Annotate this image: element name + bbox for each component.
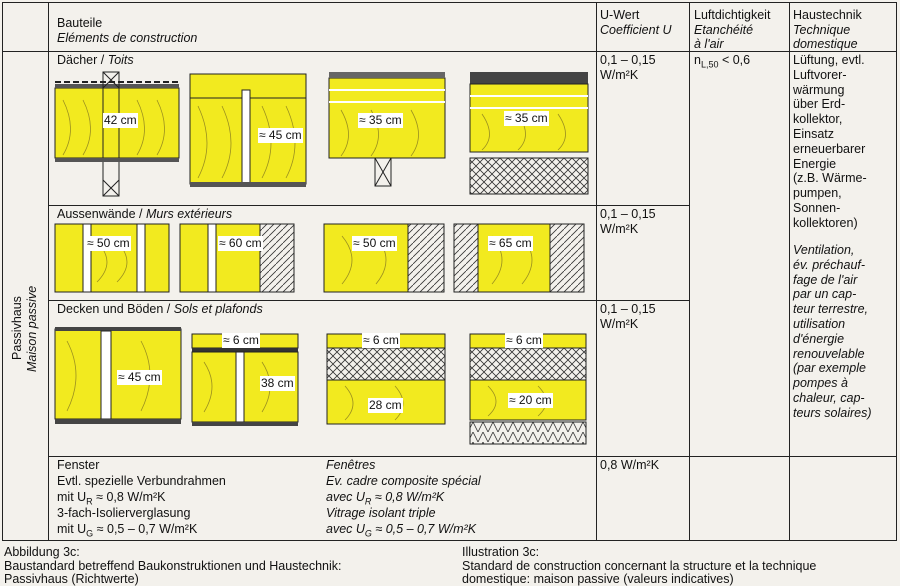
window-de-line2: mit $U_R \approx 0,8$ W/m²K — [57, 490, 166, 507]
u-unit-floors: W/m²K — [600, 317, 639, 331]
haustechnik-de-line: wärmung — [793, 82, 845, 97]
u-value-roofs: 0,1 – 0,15 — [600, 53, 656, 67]
caption-de-line2: Baustandard betreffend Baukonstruktionen und Haustechnik: — [4, 559, 342, 573]
wall-detail-2 — [178, 222, 296, 294]
haustechnik-de-line: kollektor, — [793, 112, 843, 127]
haustechnik-fr-line: Ventilation, — [793, 243, 855, 257]
u-unit-walls: W/m²K — [600, 222, 639, 236]
header-domestique: domestique — [793, 37, 858, 51]
wall-dim-4: ≈ 65 cm — [489, 236, 532, 250]
roof-detail-3 — [327, 70, 447, 188]
wall-detail-3 — [322, 222, 446, 294]
header-coefficient: Coefficient U — [600, 23, 672, 37]
haustechnik-de-line: Lüftung, evtl. — [793, 53, 865, 67]
haustechnik-fr-line: chaleur, cap- — [793, 391, 865, 405]
window-fr-line2: avec $U_R \approx 0,8$ W/m²K — [326, 490, 445, 507]
haustechnik-fr-line: év. préchauf- — [793, 257, 866, 272]
u-value-windows: 0,8 W/m²K — [600, 458, 660, 472]
floor-dim-2: ≈ 6 cm — [223, 333, 259, 347]
roof-dim-2: ≈ 45 cm — [259, 128, 302, 142]
window-de-line1: Evtl. spezielle Verbundrahmen — [57, 474, 226, 488]
roof-dim-3: ≈ 35 cm — [359, 113, 402, 127]
haustechnik-de-line: (z.B. Wärme- — [793, 171, 867, 186]
header-bauteile: Bauteile — [57, 16, 103, 30]
floor-dim-5: 28 cm — [369, 398, 402, 412]
header-uwert: U-Wert — [600, 8, 640, 22]
u-unit-roofs: W/m²K — [600, 68, 639, 82]
haustechnik-fr-line: fage de l'air — [793, 272, 858, 287]
caption-de-line3: Passivhaus (Richtwerte) — [4, 572, 139, 586]
side-label-fr: Maison passive — [25, 285, 39, 372]
haustechnik-fr-line: par un cap- — [793, 287, 857, 302]
caption-de-line1: Abbildung 3c: — [4, 545, 80, 559]
roof-detail-4 — [468, 70, 590, 198]
wall-dim-2: ≈ 60 cm — [219, 236, 262, 250]
airtightness-value: $n_{L,50} < 0,6$ — [694, 53, 751, 70]
haustechnik-fr-line: pompes à — [793, 376, 848, 391]
floor-dim-6: ≈ 6 cm — [506, 333, 542, 347]
caption-fr-line2: Standard de construction concernant la structure et la technique — [462, 559, 817, 573]
header-technique: Technique — [793, 23, 851, 37]
window-fr-line3: Vitrage isolant triple — [326, 506, 436, 520]
haustechnik-de-line: Luftvorer- — [793, 67, 847, 82]
wall-dim-3: ≈ 50 cm — [353, 236, 396, 250]
roof-dim-4: ≈ 35 cm — [505, 111, 548, 125]
floor-dim-7: ≈ 20 cm — [509, 393, 552, 407]
window-fr-line1: Ev. cadre composite spécial — [326, 474, 481, 488]
haustechnik-fr-line: teur terrestre, — [793, 302, 869, 317]
header-elements: Eléments de construction — [57, 31, 198, 45]
u-value-walls: 0,1 – 0,15 — [600, 207, 656, 221]
floor-detail-4 — [468, 332, 588, 448]
u-value-floors: 0,1 – 0,15 — [600, 302, 656, 316]
haustechnik-de-line: Sonnen- — [793, 201, 841, 215]
window-de-line3: 3-fach-Isolierverglasung — [57, 506, 191, 520]
caption-fr-line3: domestique: maison passive (valeurs indicatives) — [462, 572, 734, 586]
header-etancheite: Etanchéité — [694, 23, 754, 37]
haustechnik-de-line: kollektoren) — [793, 215, 858, 230]
header-haustechnik: Haustechnik — [793, 8, 862, 22]
side-label-de: Passivhaus — [10, 296, 24, 360]
haustechnik-de-line: Einsatz — [793, 127, 834, 141]
wall-detail-1 — [53, 222, 171, 294]
header-a-lair: à l'air — [694, 37, 724, 51]
haustechnik-de-line: erneuerbarer — [793, 141, 866, 156]
window-fr-line4: avec $U_G \approx 0,5 - 0,7$ W/m²K — [326, 522, 477, 539]
haustechnik-de-line: pumpen, — [793, 186, 842, 201]
haustechnik-fr-line: (par exemple — [793, 361, 866, 376]
roof-dim-1: 42 cm — [104, 113, 137, 127]
haustechnik-de-line: über Erd- — [793, 97, 846, 112]
wall-detail-4 — [452, 222, 586, 294]
haustechnik-fr-line: renouvelable — [793, 346, 865, 361]
floor-dim-4: ≈ 6 cm — [363, 333, 399, 347]
row-title-roofs: Dächer / Toits — [57, 53, 134, 67]
haustechnik-fr-line: d'énergie — [793, 331, 845, 346]
haustechnik-fr-line: teurs solaires) — [793, 405, 872, 420]
header-luftdichtigkeit: Luftdichtigkeit — [694, 8, 771, 22]
wall-dim-1: ≈ 50 cm — [87, 236, 130, 250]
window-fr-title: Fenêtres — [326, 458, 376, 472]
roof-detail-1 — [53, 70, 183, 198]
caption-fr-line1: Illustration 3c: — [462, 545, 540, 559]
floor-dim-3: 38 cm — [261, 376, 294, 390]
row-title-floors: Decken und Böden / Sols et plafonds — [57, 302, 263, 316]
floor-dim-1: ≈ 45 cm — [118, 370, 161, 384]
haustechnik-fr-line: utilisation — [793, 317, 846, 331]
haustechnik-de-line: Energie — [793, 156, 837, 171]
row-title-walls: Aussenwände / Murs extérieurs — [57, 207, 233, 221]
window-de-line4: mit $U_G \approx 0,5 - 0,7$ W/m²K — [57, 522, 198, 539]
window-de-title: Fenster — [57, 458, 100, 472]
